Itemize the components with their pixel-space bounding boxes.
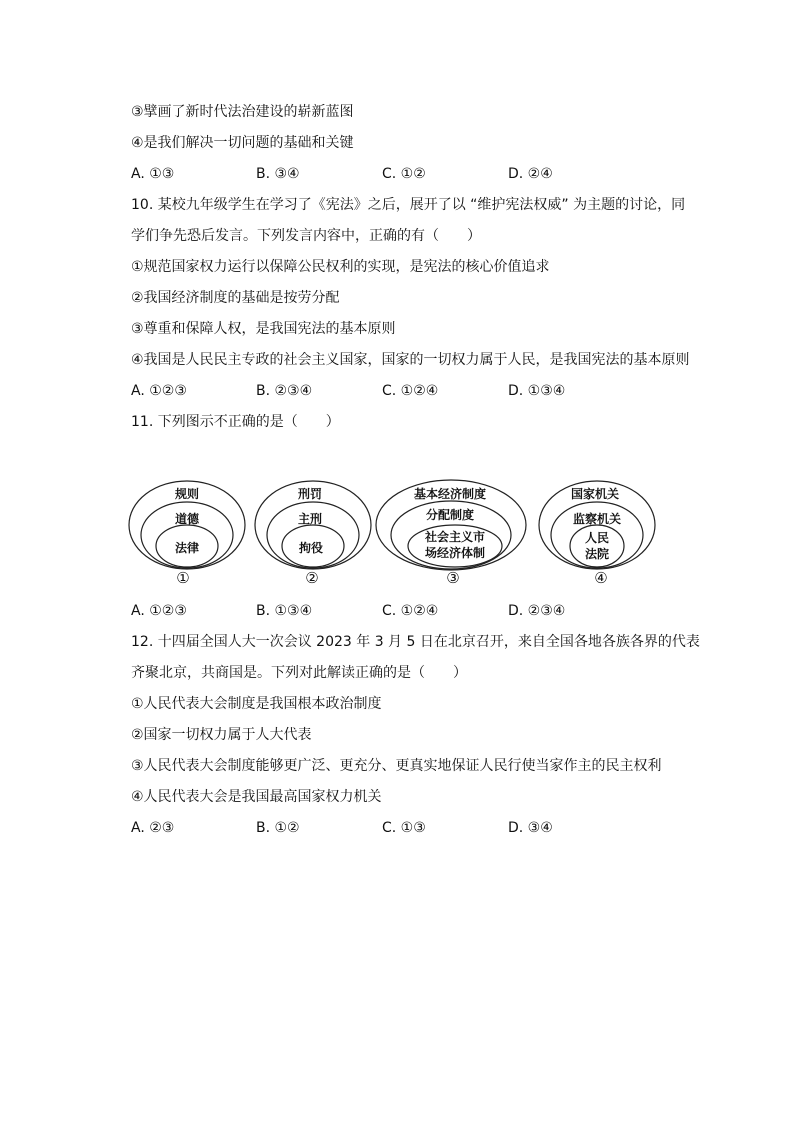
- q10-item-1: ①规范国家权力运行以保障公民权利的实现，是宪法的核心价值追求: [131, 259, 550, 275]
- diagram-2-outer-label: 刑罚: [297, 487, 323, 501]
- diagram-3-inner-label-line2: 场经济体制: [424, 546, 486, 560]
- diagram-2: [255, 481, 371, 587]
- q10-option-c[interactable]: C. ①②④: [382, 383, 439, 399]
- diagram-4: [539, 481, 655, 587]
- q11-option-a[interactable]: A. ①②③: [131, 603, 187, 619]
- q12-option-b[interactable]: B. ①②: [256, 820, 300, 836]
- q10-option-a[interactable]: A. ①②③: [131, 383, 187, 399]
- q11-options: [131, 601, 691, 621]
- diagram-3-middle-label: 分配制度: [425, 508, 475, 522]
- q12-options: [131, 818, 691, 838]
- q12-option-d[interactable]: D. ③④: [508, 820, 553, 836]
- q9-option-c[interactable]: C. ①②: [382, 166, 426, 182]
- diagram-3-inner-label-line1: 社会主义市: [424, 530, 486, 544]
- q10-option-d[interactable]: D. ①③④: [508, 383, 566, 399]
- diagram-4-inner-label-line2: 法院: [584, 547, 610, 561]
- diagram-4-inner-label-line1: 人民: [584, 531, 610, 545]
- diagram-1-middle-label: 道德: [174, 512, 200, 526]
- diagram-1: [129, 481, 245, 587]
- q11-option-b[interactable]: B. ①③④: [256, 603, 313, 619]
- q9-item-3: ③擘画了新时代法治建设的崭新蓝图: [131, 104, 354, 120]
- q10-item-4: ④我国是人民民主专政的社会主义国家，国家的一切权力属于人民，是我国宪法的基本原则: [131, 352, 690, 368]
- diagram-4-outer-label: 国家机关: [570, 487, 620, 501]
- q10-stem-line2: 学们争先恐后发言。下列发言内容中，正确的有（ ）: [131, 228, 481, 244]
- q10-stem-line1: 10. 某校九年级学生在学习了《宪法》之后，展开了以 “维护宪法权威” 为主题的讨论，同: [131, 197, 686, 213]
- q9-item-4: ④是我们解决一切问题的基础和关键: [131, 135, 354, 151]
- q12-item-3: ③人民代表大会制度能够更广泛、更充分、更真实地保证人民行使当家作主的民主权利: [131, 758, 662, 774]
- q11-stem: 11. 下列图示不正确的是（ ）: [131, 414, 340, 430]
- q10-option-b[interactable]: B. ②③④: [256, 383, 313, 399]
- q10-item-2: ②我国经济制度的基础是按劳分配: [131, 290, 340, 306]
- diagram-3: [376, 480, 526, 587]
- diagram-2-middle-label: 主刑: [297, 512, 323, 526]
- diagram-2-number: ②: [305, 569, 319, 587]
- q12-item-4: ④人民代表大会是我国最高国家权力机关: [131, 789, 382, 805]
- q12-stem-line1: 12. 十四届全国人大一次会议 2023 年 3 月 5 日在北京召开，来自全国各地各族各界的代表: [131, 634, 700, 650]
- diagram-3-number: ③: [446, 569, 460, 587]
- q9-option-d[interactable]: D. ②④: [508, 166, 553, 182]
- q12-option-c[interactable]: C. ①③: [382, 820, 426, 836]
- diagram-4-number: ④: [594, 569, 608, 587]
- q11-option-c[interactable]: C. ①②④: [382, 603, 439, 619]
- diagram-2-inner-label: 拘役: [298, 541, 324, 555]
- diagram-1-outer-label: 规则: [174, 487, 200, 501]
- q9-option-a[interactable]: A. ①③: [131, 166, 175, 182]
- diagram-3-outer-label: 基本经济制度: [413, 487, 487, 501]
- q12-option-a[interactable]: A. ②③: [131, 820, 175, 836]
- diagram-4-middle-label: 监察机关: [572, 512, 622, 526]
- q10-item-3: ③尊重和保障人权，是我国宪法的基本原则: [131, 321, 396, 337]
- diagram-1-inner-label: 法律: [174, 541, 200, 555]
- diagram-1-number: ①: [176, 569, 190, 587]
- q12-item-1: ①人民代表大会制度是我国根本政治制度: [131, 696, 382, 712]
- q12-stem-line2: 齐聚北京，共商国是。下列对此解读正确的是（ ）: [131, 665, 467, 681]
- q11-option-d[interactable]: D. ②③④: [508, 603, 566, 619]
- q12-item-2: ②国家一切权力属于人大代表: [131, 727, 312, 743]
- q9-option-b[interactable]: B. ③④: [256, 166, 300, 182]
